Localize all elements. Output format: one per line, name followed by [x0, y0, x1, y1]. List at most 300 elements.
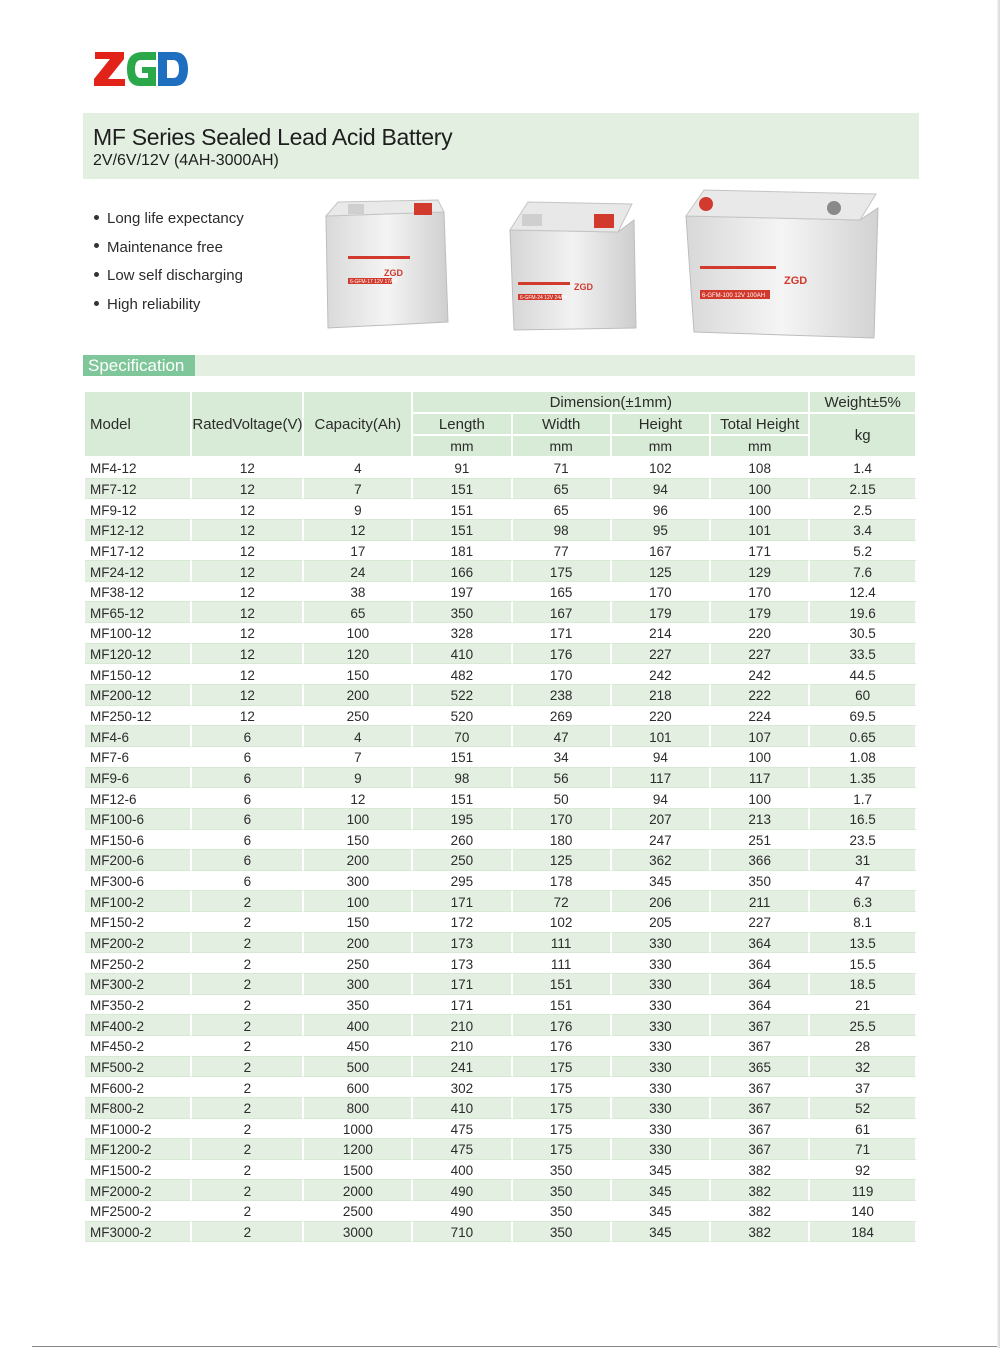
- cell-voltage: 12: [192, 664, 304, 685]
- cell-height: 218: [612, 685, 711, 706]
- table-row: [85, 1098, 917, 1119]
- cell-height: 362: [612, 850, 711, 871]
- cell-total-height: 100: [711, 499, 810, 520]
- cell-height: 345: [612, 1160, 711, 1181]
- cell-capacity: 9: [304, 499, 413, 520]
- cell-height: 125: [612, 561, 711, 582]
- table-row: [85, 520, 917, 541]
- cell-height: 214: [612, 623, 711, 644]
- table-row: [85, 582, 917, 603]
- cell-length: 520: [413, 706, 512, 727]
- table-row: [85, 644, 917, 665]
- header-model: Model: [85, 392, 192, 458]
- cell-capacity: 3000: [304, 1222, 413, 1243]
- bullet-icon: [94, 243, 99, 248]
- cell-capacity: 7: [304, 479, 413, 500]
- cell-total-height: 227: [711, 912, 810, 933]
- cell-weight: 21: [810, 995, 917, 1016]
- table-row: [85, 1119, 917, 1140]
- header-capacity: Capacity(Ah): [304, 392, 413, 458]
- cell-width: 34: [513, 747, 612, 768]
- cell-voltage: 12: [192, 458, 304, 479]
- cell-length: 98: [413, 768, 512, 789]
- cell-total-height: 367: [711, 1077, 810, 1098]
- cell-height: 330: [612, 995, 711, 1016]
- cell-model: MF3000-2: [85, 1222, 192, 1243]
- cell-width: 151: [513, 974, 612, 995]
- cell-length: 210: [413, 1015, 512, 1036]
- cell-model: MF200-6: [85, 850, 192, 871]
- cell-width: 56: [513, 768, 612, 789]
- battery-brand: ZGD: [384, 268, 403, 278]
- cell-width: 47: [513, 726, 612, 747]
- cell-length: 151: [413, 788, 512, 809]
- cell-height: 167: [612, 541, 711, 562]
- cell-capacity: 300: [304, 974, 413, 995]
- cell-capacity: 7: [304, 747, 413, 768]
- cell-weight: 119: [810, 1180, 917, 1201]
- cell-total-height: 367: [711, 1139, 810, 1160]
- cell-capacity: 150: [304, 830, 413, 851]
- cell-voltage: 12: [192, 541, 304, 562]
- cell-capacity: 1500: [304, 1160, 413, 1181]
- cell-total-height: 213: [711, 809, 810, 830]
- cell-voltage: 12: [192, 623, 304, 644]
- cell-length: 151: [413, 747, 512, 768]
- cell-voltage: 6: [192, 809, 304, 830]
- cell-model: MF38-12: [85, 582, 192, 603]
- cell-model: MF400-2: [85, 1015, 192, 1036]
- cell-model: MF120-12: [85, 644, 192, 665]
- cell-capacity: 4: [304, 726, 413, 747]
- table-row: [85, 458, 917, 479]
- cell-length: 91: [413, 458, 512, 479]
- cell-weight: 5.2: [810, 541, 917, 562]
- cell-width: 65: [513, 479, 612, 500]
- table-row: [85, 809, 917, 830]
- cell-height: 330: [612, 1077, 711, 1098]
- cell-length: 400: [413, 1160, 512, 1181]
- cell-voltage: 2: [192, 974, 304, 995]
- cell-weight: 71: [810, 1139, 917, 1160]
- cell-width: 77: [513, 541, 612, 562]
- cell-height: 330: [612, 953, 711, 974]
- cell-capacity: 800: [304, 1098, 413, 1119]
- cell-width: 171: [513, 623, 612, 644]
- cell-model: MF150-2: [85, 912, 192, 933]
- cell-voltage: 2: [192, 933, 304, 954]
- cell-capacity: 120: [304, 644, 413, 665]
- table-row: [85, 726, 917, 747]
- cell-height: 345: [612, 1201, 711, 1222]
- cell-width: 175: [513, 1139, 612, 1160]
- cell-model: MF1200-2: [85, 1139, 192, 1160]
- cell-voltage: 2: [192, 1119, 304, 1140]
- cell-capacity: 12: [304, 520, 413, 541]
- cell-voltage: 2: [192, 1057, 304, 1078]
- cell-total-height: 367: [711, 1015, 810, 1036]
- cell-length: 171: [413, 995, 512, 1016]
- cell-weight: 30.5: [810, 623, 917, 644]
- cell-length: 295: [413, 871, 512, 892]
- specification-table-body: [85, 458, 917, 1242]
- cell-capacity: 4: [304, 458, 413, 479]
- cell-height: 96: [612, 499, 711, 520]
- cell-total-height: 366: [711, 850, 810, 871]
- cell-capacity: 200: [304, 685, 413, 706]
- cell-total-height: 251: [711, 830, 810, 851]
- cell-capacity: 38: [304, 582, 413, 603]
- cell-width: 175: [513, 1098, 612, 1119]
- cell-length: 410: [413, 644, 512, 665]
- cell-voltage: 6: [192, 830, 304, 851]
- cell-total-height: 227: [711, 644, 810, 665]
- cell-voltage: 12: [192, 706, 304, 727]
- cell-width: 151: [513, 995, 612, 1016]
- table-row: [85, 1160, 917, 1181]
- specification-band: [83, 355, 915, 376]
- header-total-height: Total Height: [711, 414, 810, 436]
- table-row: [85, 479, 917, 500]
- cell-weight: 1.08: [810, 747, 917, 768]
- cell-weight: 23.5: [810, 830, 917, 851]
- footer-divider: [32, 1346, 1000, 1347]
- cell-weight: 28: [810, 1036, 917, 1057]
- cell-model: MF200-12: [85, 685, 192, 706]
- cell-length: 151: [413, 479, 512, 500]
- bullet-icon: [94, 272, 99, 277]
- cell-total-height: 108: [711, 458, 810, 479]
- cell-total-height: 117: [711, 768, 810, 789]
- cell-model: MF65-12: [85, 602, 192, 623]
- cell-voltage: 2: [192, 1015, 304, 1036]
- cell-width: 175: [513, 1119, 612, 1140]
- cell-width: 50: [513, 788, 612, 809]
- specification-table: [85, 392, 917, 1242]
- cell-width: 176: [513, 644, 612, 665]
- cell-width: 111: [513, 933, 612, 954]
- cell-width: 180: [513, 830, 612, 851]
- header-voltage: RatedVoltage(V): [192, 392, 304, 458]
- cell-capacity: 400: [304, 1015, 413, 1036]
- cell-voltage: 6: [192, 871, 304, 892]
- battery-image-small: [318, 194, 452, 332]
- cell-length: 710: [413, 1222, 512, 1243]
- cell-weight: 31: [810, 850, 917, 871]
- feature-item: Maintenance free: [94, 237, 244, 266]
- cell-model: MF9-12: [85, 499, 192, 520]
- cell-model: MF600-2: [85, 1077, 192, 1098]
- header-unit-mm: mm: [513, 436, 612, 458]
- cell-voltage: 12: [192, 602, 304, 623]
- feature-item: Low self discharging: [94, 265, 244, 294]
- cell-length: 302: [413, 1077, 512, 1098]
- cell-length: 260: [413, 830, 512, 851]
- cell-height: 345: [612, 871, 711, 892]
- table-row: [85, 995, 917, 1016]
- header-length: Length: [413, 414, 512, 436]
- cell-height: 345: [612, 1180, 711, 1201]
- cell-weight: 15.5: [810, 953, 917, 974]
- cell-width: 269: [513, 706, 612, 727]
- cell-width: 165: [513, 582, 612, 603]
- feature-item: High reliability: [94, 294, 244, 323]
- cell-model: MF500-2: [85, 1057, 192, 1078]
- cell-length: 173: [413, 953, 512, 974]
- cell-height: 330: [612, 1015, 711, 1036]
- cell-length: 197: [413, 582, 512, 603]
- cell-voltage: 6: [192, 788, 304, 809]
- table-row: [85, 850, 917, 871]
- cell-total-height: 170: [711, 582, 810, 603]
- cell-width: 178: [513, 871, 612, 892]
- cell-capacity: 250: [304, 706, 413, 727]
- table-row: [85, 1036, 917, 1057]
- cell-capacity: 9: [304, 768, 413, 789]
- cell-length: 171: [413, 891, 512, 912]
- cell-model: MF2500-2: [85, 1201, 192, 1222]
- page-subtitle: 2V/6V/12V (4AH-3000AH): [93, 152, 279, 169]
- table-row: [85, 1180, 917, 1201]
- cell-width: 170: [513, 664, 612, 685]
- cell-height: 330: [612, 1139, 711, 1160]
- cell-weight: 3.4: [810, 520, 917, 541]
- cell-model: MF150-6: [85, 830, 192, 851]
- cell-width: 98: [513, 520, 612, 541]
- cell-width: 175: [513, 1057, 612, 1078]
- cell-model: MF200-2: [85, 933, 192, 954]
- cell-height: 94: [612, 479, 711, 500]
- cell-voltage: 12: [192, 644, 304, 665]
- cell-length: 350: [413, 602, 512, 623]
- cell-width: 125: [513, 850, 612, 871]
- cell-height: 330: [612, 974, 711, 995]
- cell-width: 350: [513, 1201, 612, 1222]
- cell-model: MF800-2: [85, 1098, 192, 1119]
- cell-height: 102: [612, 458, 711, 479]
- cell-length: 410: [413, 1098, 512, 1119]
- cell-total-height: 100: [711, 788, 810, 809]
- cell-weight: 37: [810, 1077, 917, 1098]
- cell-capacity: 250: [304, 953, 413, 974]
- cell-voltage: 12: [192, 582, 304, 603]
- cell-width: 175: [513, 561, 612, 582]
- cell-length: 210: [413, 1036, 512, 1057]
- battery-image-medium: [506, 190, 642, 340]
- cell-model: MF350-2: [85, 995, 192, 1016]
- cell-weight: 8.1: [810, 912, 917, 933]
- cell-weight: 33.5: [810, 644, 917, 665]
- cell-total-height: 222: [711, 685, 810, 706]
- cell-voltage: 2: [192, 891, 304, 912]
- cell-voltage: 12: [192, 479, 304, 500]
- cell-weight: 1.4: [810, 458, 917, 479]
- cell-voltage: 6: [192, 726, 304, 747]
- cell-width: 102: [513, 912, 612, 933]
- cell-height: 330: [612, 1119, 711, 1140]
- cell-total-height: 171: [711, 541, 810, 562]
- cell-total-height: 129: [711, 561, 810, 582]
- title-band: [83, 113, 919, 179]
- cell-voltage: 12: [192, 685, 304, 706]
- cell-weight: 25.5: [810, 1015, 917, 1036]
- cell-capacity: 65: [304, 602, 413, 623]
- cell-height: 330: [612, 1098, 711, 1119]
- table-row: [85, 974, 917, 995]
- cell-voltage: 2: [192, 912, 304, 933]
- cell-model: MF2000-2: [85, 1180, 192, 1201]
- header-unit-mm: mm: [711, 436, 810, 458]
- cell-weight: 6.3: [810, 891, 917, 912]
- cell-length: 475: [413, 1139, 512, 1160]
- cell-height: 117: [612, 768, 711, 789]
- battery-label: 6-GFM-17 12V 17AH: [350, 279, 397, 285]
- cell-length: 181: [413, 541, 512, 562]
- cell-model: MF300-6: [85, 871, 192, 892]
- cell-weight: 16.5: [810, 809, 917, 830]
- header-dimension: Dimension(±1mm): [413, 392, 810, 414]
- cell-width: 65: [513, 499, 612, 520]
- table-row: [85, 602, 917, 623]
- cell-height: 242: [612, 664, 711, 685]
- cell-weight: 44.5: [810, 664, 917, 685]
- bullet-icon: [94, 301, 99, 306]
- cell-weight: 12.4: [810, 582, 917, 603]
- cell-voltage: 6: [192, 850, 304, 871]
- cell-total-height: 382: [711, 1160, 810, 1181]
- cell-weight: 52: [810, 1098, 917, 1119]
- cell-width: 176: [513, 1015, 612, 1036]
- cell-weight: 13.5: [810, 933, 917, 954]
- cell-width: 175: [513, 1077, 612, 1098]
- cell-total-height: 179: [711, 602, 810, 623]
- cell-width: 167: [513, 602, 612, 623]
- bullet-icon: [94, 215, 99, 220]
- table-row: [85, 561, 917, 582]
- header-weight: Weight±5%: [810, 392, 917, 414]
- header-height: Height: [612, 414, 711, 436]
- table-row: [85, 871, 917, 892]
- cell-length: 475: [413, 1119, 512, 1140]
- cell-capacity: 1200: [304, 1139, 413, 1160]
- battery-label: 6-GFM-100 12V 100AH: [702, 293, 766, 299]
- battery-label: 6-GFM-24 12V 24AH: [520, 295, 567, 301]
- header-width: Width: [513, 414, 612, 436]
- cell-voltage: 2: [192, 995, 304, 1016]
- cell-total-height: 367: [711, 1098, 810, 1119]
- cell-model: MF100-12: [85, 623, 192, 644]
- cell-model: MF100-2: [85, 891, 192, 912]
- cell-height: 330: [612, 1057, 711, 1078]
- cell-width: 170: [513, 809, 612, 830]
- cell-total-height: 367: [711, 1119, 810, 1140]
- table-row: [85, 499, 917, 520]
- cell-total-height: 100: [711, 479, 810, 500]
- cell-capacity: 24: [304, 561, 413, 582]
- table-row: [85, 830, 917, 851]
- cell-voltage: 2: [192, 1077, 304, 1098]
- cell-height: 205: [612, 912, 711, 933]
- cell-model: MF24-12: [85, 561, 192, 582]
- cell-height: 206: [612, 891, 711, 912]
- cell-capacity: 200: [304, 933, 413, 954]
- cell-total-height: 364: [711, 953, 810, 974]
- cell-total-height: 224: [711, 706, 810, 727]
- cell-width: 350: [513, 1180, 612, 1201]
- cell-model: MF1000-2: [85, 1119, 192, 1140]
- table-row: [85, 768, 917, 789]
- cell-capacity: 350: [304, 995, 413, 1016]
- table-row: [85, 1222, 917, 1243]
- cell-total-height: 107: [711, 726, 810, 747]
- cell-length: 166: [413, 561, 512, 582]
- cell-weight: 1.7: [810, 788, 917, 809]
- table-row: [85, 912, 917, 933]
- battery-image-large: [684, 186, 880, 346]
- cell-weight: 2.15: [810, 479, 917, 500]
- header-unit-mm: mm: [612, 436, 711, 458]
- cell-model: MF7-6: [85, 747, 192, 768]
- cell-weight: 184: [810, 1222, 917, 1243]
- table-row: [85, 623, 917, 644]
- cell-total-height: 382: [711, 1222, 810, 1243]
- cell-total-height: 364: [711, 933, 810, 954]
- cell-weight: 1.35: [810, 768, 917, 789]
- table-row: [85, 788, 917, 809]
- table-row: [85, 1201, 917, 1222]
- cell-total-height: 350: [711, 871, 810, 892]
- cell-height: 330: [612, 1036, 711, 1057]
- cell-capacity: 2000: [304, 1180, 413, 1201]
- cell-length: 151: [413, 499, 512, 520]
- cell-total-height: 100: [711, 747, 810, 768]
- table-row: [85, 747, 917, 768]
- cell-weight: 47: [810, 871, 917, 892]
- cell-model: MF4-6: [85, 726, 192, 747]
- cell-width: 71: [513, 458, 612, 479]
- cell-capacity: 17: [304, 541, 413, 562]
- table-row: [85, 1015, 917, 1036]
- cell-weight: 60: [810, 685, 917, 706]
- table-row: [85, 685, 917, 706]
- cell-height: 207: [612, 809, 711, 830]
- cell-capacity: 12: [304, 788, 413, 809]
- cell-total-height: 365: [711, 1057, 810, 1078]
- cell-total-height: 382: [711, 1180, 810, 1201]
- cell-weight: 2.5: [810, 499, 917, 520]
- cell-length: 195: [413, 809, 512, 830]
- cell-voltage: 2: [192, 1201, 304, 1222]
- specification-label: Specification: [83, 355, 195, 376]
- cell-model: MF4-12: [85, 458, 192, 479]
- cell-total-height: 242: [711, 664, 810, 685]
- cell-voltage: 12: [192, 499, 304, 520]
- feature-list: [94, 208, 244, 323]
- cell-weight: 19.6: [810, 602, 917, 623]
- battery-brand: ZGD: [784, 275, 808, 287]
- cell-width: 72: [513, 891, 612, 912]
- cell-height: 95: [612, 520, 711, 541]
- cell-total-height: 211: [711, 891, 810, 912]
- cell-total-height: 101: [711, 520, 810, 541]
- cell-model: MF12-6: [85, 788, 192, 809]
- header-unit-mm: mm: [413, 436, 512, 458]
- feature-item: Long life expectancy: [94, 208, 244, 237]
- cell-length: 522: [413, 685, 512, 706]
- cell-voltage: 2: [192, 1180, 304, 1201]
- cell-weight: 18.5: [810, 974, 917, 995]
- cell-height: 101: [612, 726, 711, 747]
